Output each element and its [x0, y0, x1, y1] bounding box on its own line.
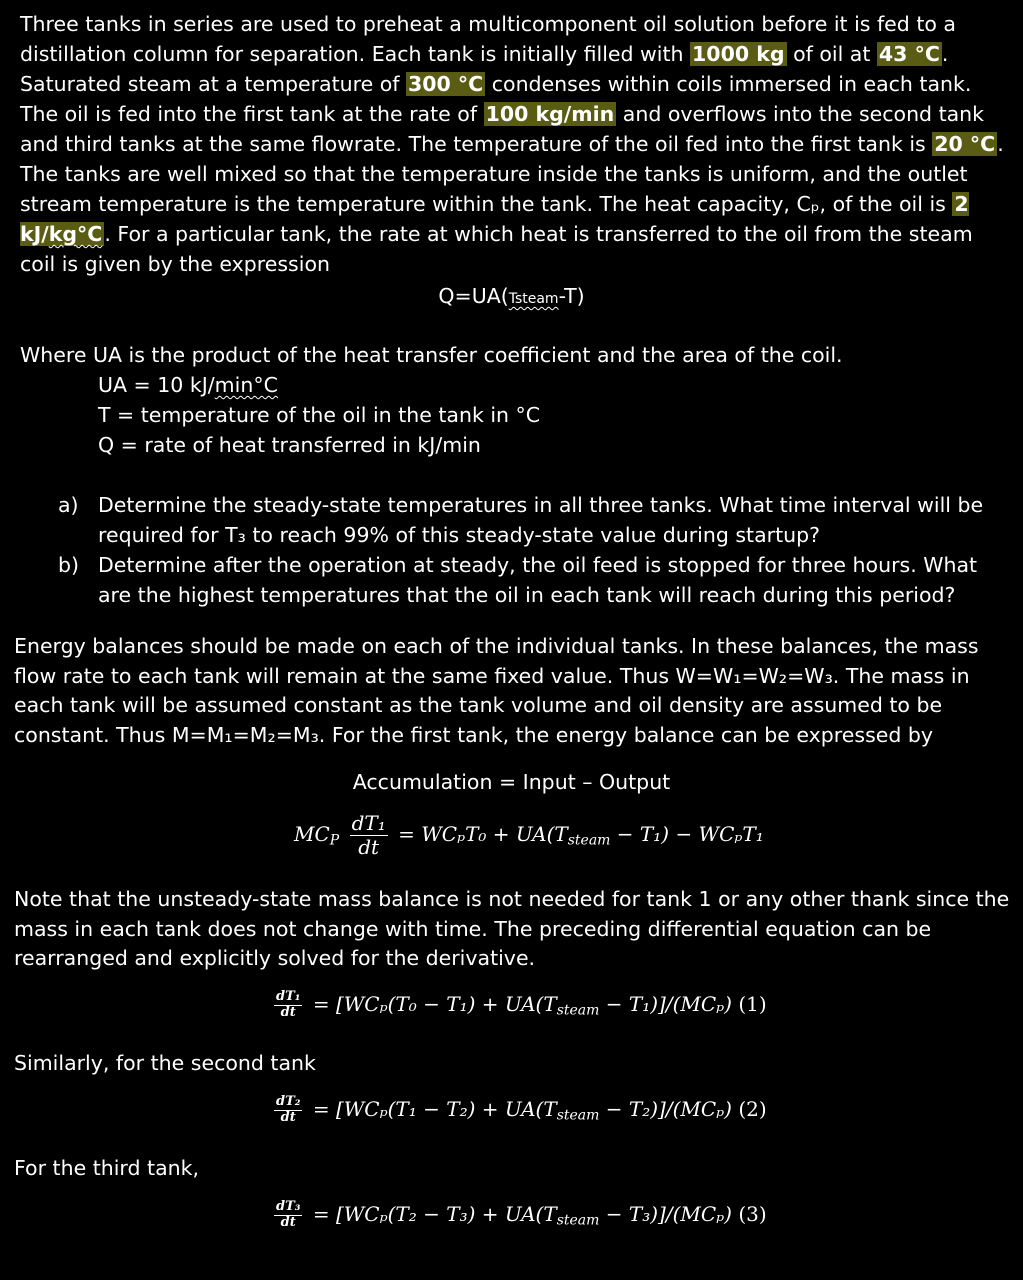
accumulation-line: Accumulation = Input – Output	[352, 770, 671, 794]
equation-number: (2)	[738, 1096, 767, 1121]
t-definition: T = temperature of the oil in the tank in °C	[98, 403, 541, 427]
ua-definition: UA = 10 kJ/min°C	[98, 373, 278, 397]
highlight-initial-temp: 43 °C	[878, 42, 940, 66]
highlight-flow: 100 kg/min	[485, 102, 615, 126]
derivative-fraction: $\frac{\text{dT₂}}{dt}$	[276, 1094, 301, 1125]
definitions	[98, 370, 540, 460]
equation-1: $\frac{\text{dT₁}}{dt}$ = $[WC_p(T_0 - T_1) + UA(T_{steam} - T_1)]/(MC_p)$ (1)	[276, 989, 767, 1020]
highlight-mass: 1000 kg	[692, 42, 785, 66]
third-tank-label: For the third tank,	[14, 1156, 200, 1180]
note-paragraph: Note that the unsteady-state mass balance is not needed for tank 1 or any other thank since the mass in each tank does not change with time. The preceding differential equation can be rearranged and explicitly solved for the derivative.	[14, 887, 1010, 970]
question-a	[58, 490, 1008, 550]
derivative-fraction: $\frac{\text{dT₃}}{dt}$	[276, 1199, 301, 1230]
question-label: b)	[58, 553, 80, 577]
equation-2: $\frac{\text{dT₂}}{dt}$ = $[WC_p(T_1 - T_2) + UA(T_{steam} - T_2)]/(MC_p)$ (2)	[276, 1094, 767, 1125]
problem-paragraph: Three tanks in series are used to preheat a multicomponent oil solution before it is fed to a distillation column for separation. Each tank is initially filled with 1000 kg of oil at 43 °C. Saturated steam at a temperature of 300 °C condenses within coils immersed in each tank. The oil is fed into the first tank at the rate of 100 kg/min and overflows into the second tank and third tanks at the same flowrate. The temperature of the oil fed into the first tank is 20 °C. The tanks are well mixed so that the temperature inside the tanks is uniform, and the outlet stream temperature is the temperature within the tank. The heat capacity, Cₚ, of the oil is 2 kJ/kg°C. For a particular tank, the rate at which heat is transferred to the oil from the steam coil is given by the expression	[20, 12, 1004, 276]
highlight-cp: 2 kJ/kg°C	[20, 192, 969, 246]
derivative-fraction: $\frac{\text{dT₁}}{dt}$	[276, 989, 301, 1020]
highlight-feed-temp: 20 °C	[934, 132, 996, 156]
energy-paragraph: Energy balances should be made on each of the individual tanks. In these balances, the mass flow rate to each tank will remain at the same fixed value. Thus W=W₁=W₂=W₃. The mass in each tank will be assumed constant as the tank volume and oil density are assumed to be constant. Thus M=M₁=M₂=M₃. For the first tank, the energy balance can be expressed by	[14, 634, 979, 747]
q-definition: Q = rate of heat transferred in kJ/min	[98, 433, 481, 457]
derivative-fraction: $\frac{\text{dT₁}}{dt}$	[351, 811, 386, 859]
question-b	[58, 550, 1008, 610]
equation-number: (1)	[738, 991, 767, 1016]
main-equation: $MC_P$ $\frac{\text{dT₁}}{dt}$ = $WC_pT_0 + UA(T_{steam} - T_1) - WC_pT_1$	[294, 811, 764, 859]
question-label: a)	[58, 493, 79, 517]
equation-3: $\frac{\text{dT₃}}{dt}$ = $[WC_p(T_2 - T_3) + UA(T_{steam} - T_3)]/(MC_p)$ (3)	[276, 1199, 767, 1230]
highlight-steam-temp: 300 °C	[408, 72, 484, 96]
question-text: Determine the steady-state temperatures in all three tanks. What time interval will be required for T₃ to reach 99% of this steady-state value during startup?	[98, 493, 984, 547]
question-text: Determine after the operation at steady, the oil feed is stopped for three hours. What are the highest temperatures that the oil in each tank will reach during this period?	[98, 553, 978, 607]
where-line: Where UA is the product of the heat transfer coefficient and the area of the coil.	[20, 343, 843, 367]
second-tank-label: Similarly, for the second tank	[14, 1051, 316, 1075]
equation-number: (3)	[738, 1201, 767, 1226]
q-expression: Q=UA(Tsteam-T)	[438, 284, 585, 308]
